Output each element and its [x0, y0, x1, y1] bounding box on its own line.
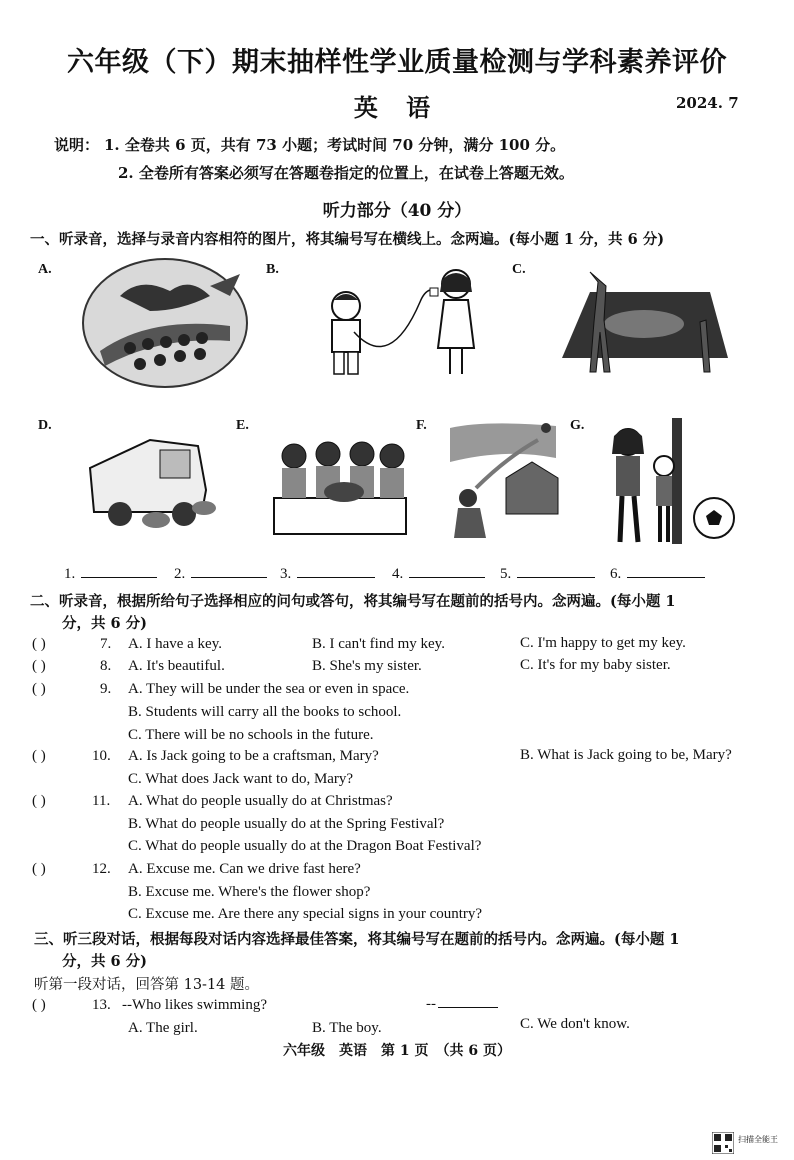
- picture-label-g: G.: [570, 418, 585, 433]
- option-c: C. It's for my baby sister.: [520, 657, 671, 673]
- question-number: 8.: [100, 658, 112, 674]
- option-a: A. Excuse me. Can we drive fast here?: [128, 861, 361, 877]
- answer-paren-13[interactable]: ( ): [32, 997, 46, 1013]
- street-sweeper-picture: [80, 420, 222, 536]
- page-footer: 六年级 英语 第 1 页 （共 6 页）: [283, 1043, 511, 1059]
- dialog1-instruction: 听第一段对话，回答第 13-14 题。: [34, 977, 260, 993]
- answer-paren-9[interactable]: ( ): [32, 681, 46, 697]
- blank-label: 3.: [280, 566, 292, 582]
- option-b: B. Students will carry all the books to school.: [128, 704, 402, 720]
- scanner-watermark: 扫描全能王: [738, 1135, 778, 1144]
- question-number: 12.: [92, 861, 111, 877]
- answer-blank-6[interactable]: [610, 566, 705, 583]
- section2-instruction-2: 分，共 6 分): [62, 615, 148, 632]
- reply-dash: --: [426, 996, 436, 1012]
- question-stem: --Who likes swimming?: [122, 997, 267, 1013]
- option-a: A. Is Jack going to be a craftsman, Mary?: [128, 748, 379, 764]
- answer-paren-8[interactable]: ( ): [32, 658, 46, 674]
- option-a: A. I have a key.: [128, 636, 222, 652]
- question-number: 9.: [100, 681, 112, 697]
- water-festival-picture: [446, 418, 564, 542]
- answer-blank-3[interactable]: [280, 566, 375, 583]
- picture-label-e: E.: [236, 418, 249, 433]
- tin-can-phone-picture: [320, 262, 480, 380]
- option-c: C. We don't know.: [520, 1016, 630, 1032]
- answer-blank-2[interactable]: [174, 566, 267, 583]
- section3-instruction-2: 分，共 6 分): [62, 953, 148, 970]
- option-c: C. What do people usually do at the Dragon Boat Festival?: [128, 838, 482, 854]
- qr-code-icon: [712, 1132, 734, 1154]
- question-number: 13.: [92, 997, 111, 1013]
- dragon-boat-picture: [80, 256, 250, 390]
- answer-paren-11[interactable]: ( ): [32, 793, 46, 809]
- blank-label: 2.: [174, 566, 186, 582]
- notes-line-2: 2. 全卷所有答案必须写在答题卷指定的位置上，在试卷上答题无效。: [118, 164, 574, 182]
- picture-label-d: D.: [38, 418, 52, 433]
- question-number: 10.: [92, 748, 111, 764]
- option-a: A. They will be under the sea or even in space.: [128, 681, 410, 697]
- notes-line-1: 1. 全卷共 6 页，共有 73 小题；考试时间 70 分钟，满分 100 分。: [104, 136, 566, 154]
- option-b: B. Excuse me. Where's the flower shop?: [128, 884, 371, 900]
- answer-paren-7[interactable]: ( ): [32, 636, 46, 652]
- reply-blank[interactable]: [426, 996, 498, 1013]
- answer-paren-10[interactable]: ( ): [32, 748, 46, 764]
- subject-title: 英 语: [353, 93, 441, 122]
- picture-label-c: C.: [512, 262, 526, 277]
- option-b: B. I can't find my key.: [312, 636, 445, 652]
- picture-label-f: F.: [416, 418, 427, 433]
- measuring-height-picture: [598, 418, 740, 546]
- notes-prefix: 说明：: [54, 136, 100, 154]
- option-b: B. She's my sister.: [312, 658, 422, 674]
- answer-blank-1[interactable]: [64, 566, 157, 583]
- option-b: B. What is Jack going to be, Mary?: [520, 747, 732, 763]
- section1-instruction: 一、听录音，选择与录音内容相符的图片，将其编号写在横线上。念两遍。(每小题 1 分，共 6 分): [30, 231, 665, 248]
- answer-blank-5[interactable]: [500, 566, 595, 583]
- thanksgiving-dinner-picture: [270, 420, 410, 538]
- option-a: A. The girl.: [128, 1020, 198, 1036]
- blank-label: 5.: [500, 566, 512, 582]
- answer-blank-4[interactable]: [392, 566, 485, 583]
- blank-label: 4.: [392, 566, 404, 582]
- option-a: A. It's beautiful.: [128, 658, 225, 674]
- picture-label-a: A.: [38, 262, 52, 277]
- blank-label: 6.: [610, 566, 622, 582]
- answer-paren-12[interactable]: ( ): [32, 861, 46, 877]
- picture-label-b: B.: [266, 262, 279, 277]
- exam-title: 六年级（下）期末抽样性学业质量检测与学科素养评价: [67, 47, 727, 78]
- option-c: C. What does Jack want to do, Mary?: [128, 771, 354, 787]
- section2-instruction: 二、听录音，根据所给句子选择相应的问句或答句，将其编号写在题前的括号内。念两遍。(每小题 1: [30, 593, 676, 610]
- listening-title: 听力部分（40 分）: [322, 201, 472, 221]
- option-c: C. I'm happy to get my key.: [520, 635, 686, 651]
- option-c: C. Excuse me. Are there any special signs in your country?: [128, 906, 483, 922]
- question-number: 11.: [92, 793, 111, 809]
- question-number: 7.: [100, 636, 112, 652]
- option-a: A. What do people usually do at Christmas?: [128, 793, 393, 809]
- option-b: B. The boy.: [312, 1020, 382, 1036]
- option-b: B. What do people usually do at the Spring Festival?: [128, 816, 445, 832]
- section3-instruction: 三、听三段对话，根据每段对话内容选择最佳答案，将其编号写在题前的括号内。念两遍。(每小题 1: [34, 931, 680, 948]
- option-c: C. There will be no schools in the future.: [128, 727, 374, 743]
- blank-label: 1.: [64, 566, 76, 582]
- exam-date: 2024. 7: [676, 94, 739, 112]
- swimming-pool-picture: [560, 262, 730, 386]
